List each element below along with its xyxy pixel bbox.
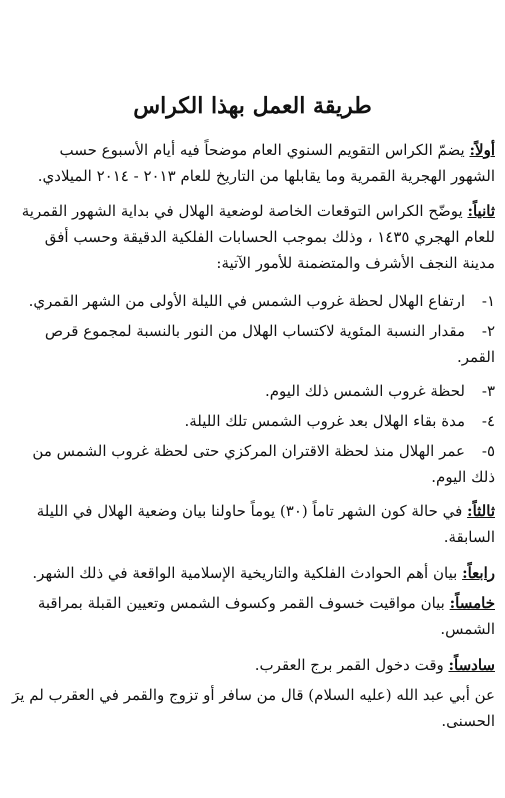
section-fourth bbox=[12, 560, 495, 586]
list-item-number: ٤- bbox=[481, 412, 495, 430]
section-fourth-label: رابعاً: bbox=[462, 564, 495, 582]
list-item-number: ٢- bbox=[481, 322, 495, 340]
list-item bbox=[12, 438, 495, 490]
section-sixth-text: وقت دخول القمر برج العقرب. bbox=[254, 656, 449, 674]
section-fifth-label: خامساً: bbox=[449, 594, 495, 612]
section-third-label: ثالثاً: bbox=[467, 502, 495, 520]
list-item-text: ارتفاع الهلال لحظة غروب الشمس في الليلة الأولى من الشهر القمري. bbox=[28, 292, 465, 310]
section-fifth-text: بيان مواقيت خسوف القمر وكسوف الشمس وتعيين القبلة بمراقبة الشمس. bbox=[37, 594, 495, 638]
section-first-label: أولاً: bbox=[469, 141, 495, 159]
list-item bbox=[12, 288, 495, 314]
list-item-number: ١- bbox=[481, 292, 495, 310]
section-sixth bbox=[12, 652, 495, 678]
section-second-text: يوضّح الكراس التوقعات الخاصة لوضعية الهلال في بداية الشهور القمرية للعام الهجري ١٤٣٥ ، وذلك بموجب الحسابات الفلكية الدقيقة وحسب أفق مدينة النجف الأشرف والمتضمنة للأمور الآتية: bbox=[21, 202, 495, 272]
section-fifth bbox=[12, 590, 495, 642]
section-second bbox=[12, 198, 495, 276]
section-first-text: يضمّ الكراس التقويم السنوي العام موضحاً فيه أيام الأسبوع حسب الشهور الهجرية القمرية وما يقابلها من التاريخ للعام ٢٠١٣ - ٢٠١٤ الميلادي. bbox=[37, 141, 495, 185]
section-first bbox=[12, 137, 495, 189]
section-third bbox=[12, 498, 495, 550]
list-item-text: مقدار النسبة المئوية لاكتساب الهلال من النور بالنسبة لمجموع قرص القمر. bbox=[44, 322, 495, 366]
section-fourth-text: بيان أهم الحوادث الفلكية والتاريخية الإسلامية الواقعة في ذلك الشهر. bbox=[32, 564, 463, 582]
page-title: طريقة العمل بهذا الكراس bbox=[133, 93, 372, 119]
list-item-text: لحظة غروب الشمس ذلك اليوم. bbox=[264, 382, 465, 400]
section-second-label: ثانياً: bbox=[467, 202, 495, 220]
hadith-text: عن أبي عبد الله (عليه السلام) قال من سافر أو تزوج والقمر في العقرب لم يرَ الحسنى. bbox=[12, 686, 495, 730]
section-third-text: في حالة كون الشهر تاماً (٣٠) يوماً حاولنا بيان وضعية الهلال في الليلة السابقة. bbox=[36, 502, 495, 546]
list-item-text: مدة بقاء الهلال بعد غروب الشمس تلك الليلة. bbox=[184, 412, 465, 430]
list-item-text: عمر الهلال منذ لحظة الاقتران المركزي حتى لحظة غروب الشمس من ذلك اليوم. bbox=[32, 442, 495, 486]
list-item bbox=[12, 318, 495, 370]
list-item bbox=[12, 408, 495, 434]
list-item-number: ٣- bbox=[481, 382, 495, 400]
list-item bbox=[12, 378, 495, 404]
list-item-number: ٥- bbox=[481, 442, 495, 460]
section-sixth-label: سادساً: bbox=[448, 656, 495, 674]
